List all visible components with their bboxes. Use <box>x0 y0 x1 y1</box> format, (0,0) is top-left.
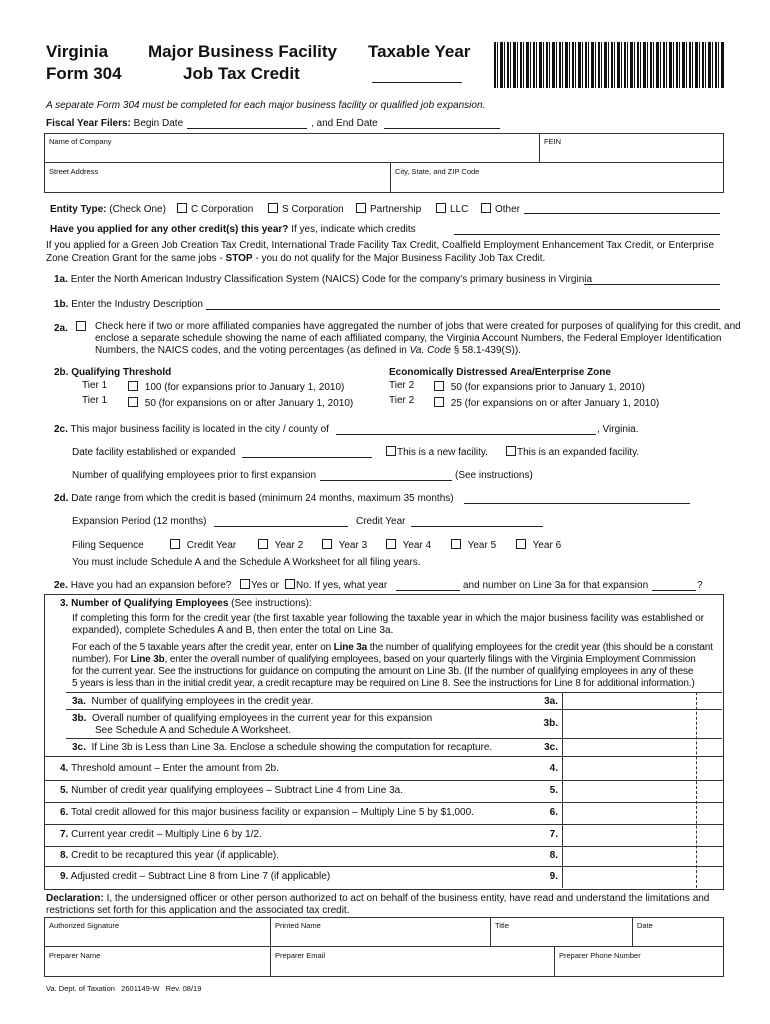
line-text: Number of qualifying employees in the credit year. <box>91 696 314 707</box>
line-9-box-label: 9. <box>549 871 558 882</box>
option-label: Other <box>495 204 521 215</box>
affiliated-checkbox[interactable] <box>76 321 86 331</box>
option-label: 100 (for expansions prior to January 1, 2010) <box>144 382 345 393</box>
line-4 <box>60 763 279 774</box>
line-3b-box-label: 3b. <box>543 718 558 729</box>
line-text: Overall number of qualifying employees in the current year for this expansion <box>92 713 433 724</box>
checkbox-icon[interactable] <box>386 539 396 549</box>
line-number: 7. <box>60 829 69 840</box>
line-3c <box>72 742 492 753</box>
sig-divider-3 <box>632 917 633 946</box>
checkbox-icon[interactable] <box>258 539 268 549</box>
fein-field[interactable]: FEIN <box>544 137 562 146</box>
entity-option-c-corp[interactable] <box>177 203 253 215</box>
checkbox-icon[interactable] <box>516 539 526 549</box>
line-number: 5. <box>60 785 69 796</box>
title-field[interactable]: Title <box>495 921 509 930</box>
line-3c-box-label: 3c. <box>544 742 558 753</box>
credit-year-field[interactable] <box>411 526 543 527</box>
line-5-box-label: 5. <box>549 785 558 796</box>
entity-option-s-corp[interactable] <box>268 203 344 215</box>
expansion-number-field[interactable] <box>652 590 696 591</box>
line-3b <box>72 713 432 724</box>
expansion-period-field[interactable] <box>214 526 348 527</box>
text-part: , enter the overall number of qualifying employees, based on your quarterly filings with the Virginia Employment Commission <box>164 654 696 665</box>
entity-option-partnership[interactable] <box>356 203 421 215</box>
line-4-amount-field[interactable] <box>563 757 721 779</box>
checkbox-icon[interactable] <box>177 203 187 213</box>
date-range-field[interactable] <box>464 503 690 504</box>
taxable-year-label: Taxable Year <box>368 42 471 61</box>
declaration-body: I, the undersigned officer or other person authorized to act on behalf of the business entity, have read and understand the limitations and <box>103 893 710 904</box>
seq-year-6-option[interactable] <box>516 539 561 551</box>
other-credits-note-1: If you applied for a Green Job Creation Tax Credit, International Trade Facility Tax Credit, Coalfield Employment Enhancement Tax Credit, or Enterprise <box>46 240 715 251</box>
line-number: 2b. <box>54 367 69 378</box>
other-credits-field[interactable] <box>454 234 720 235</box>
fiscal-label: Fiscal Year Filers: <box>46 118 131 129</box>
text-part: § 58.1-439(S)). <box>450 345 521 356</box>
option-label: LLC <box>450 204 469 215</box>
sig-divider-4 <box>554 946 555 976</box>
line-3b-amount-field[interactable] <box>563 710 721 737</box>
note-part: - you do not qualify for the Major Business Facility Job Tax Credit. <box>252 253 546 264</box>
line-number: 3b. <box>72 713 87 724</box>
option-label: Year 6 <box>532 540 562 551</box>
begin-date-label: Begin Date <box>133 118 184 129</box>
entity-other-field[interactable] <box>524 213 720 214</box>
threshold-100-option[interactable] <box>128 381 344 393</box>
line-7-box-label: 7. <box>549 829 558 840</box>
line-number: 1b. <box>54 299 69 310</box>
line-2a-number: 2a. <box>54 323 68 334</box>
line-5 <box>60 785 403 796</box>
naics-code-field[interactable] <box>584 284 720 285</box>
check-one-label: (Check One) <box>109 204 166 215</box>
line-text: Have you had an expansion before? <box>70 580 232 591</box>
authorized-signature-field[interactable]: Authorized Signature <box>49 921 120 930</box>
text-part: the number of qualifying employees for the credit year (this should be a constant <box>367 642 713 653</box>
ez-heading: Economically Distressed Area/Enterprise Zone <box>389 367 611 378</box>
declaration-text-1 <box>46 893 709 904</box>
line-2e <box>54 580 231 591</box>
intro-text: A separate Form 304 must be completed for each major business facility or qualified job expansion. <box>46 100 486 111</box>
footer-text: Va. Dept. of Taxation 2601149-W Rev. 08/19 <box>46 984 202 993</box>
line-3-para2-2 <box>72 654 696 665</box>
text-part: Line 3a <box>333 642 368 653</box>
schedule-note: You must include Schedule A and the Schedule A Worksheet for all filing years. <box>72 557 421 568</box>
preparer-email-field[interactable]: Preparer Email <box>275 951 326 960</box>
ez-threshold-50-option[interactable] <box>434 381 645 393</box>
signature-box <box>44 917 724 977</box>
seq-year-2-option[interactable] <box>258 539 303 551</box>
fiscal-year-row <box>46 118 183 129</box>
line-text: Credit to be recaptured this year (if applicable). <box>71 850 280 861</box>
checkbox-icon[interactable] <box>436 203 446 213</box>
option-label: Credit Year <box>186 540 237 551</box>
state-label: Virginia <box>46 42 109 61</box>
note-part: Zone Creation Grant for the same jobs - <box>46 253 226 264</box>
company-box-divider <box>44 162 724 163</box>
checkbox-icon[interactable] <box>285 579 295 589</box>
checkbox-icon[interactable] <box>356 203 366 213</box>
form-title-line2: Job Tax Credit <box>183 64 300 83</box>
entity-option-llc[interactable] <box>436 203 468 215</box>
credit-year-label: Credit Year <box>356 516 406 527</box>
option-label: 50 (for expansions on or after January 1, 2010) <box>144 398 354 409</box>
tier-2-label: Tier 2 <box>389 380 415 391</box>
end-date-field[interactable] <box>384 128 500 129</box>
tier-1-label: Tier 1 <box>82 380 108 391</box>
ez-threshold-25-option[interactable] <box>434 397 659 409</box>
printed-name-field[interactable]: Printed Name <box>275 921 321 930</box>
option-label: S Corporation <box>282 204 344 215</box>
va-code: Va. Code <box>409 345 451 356</box>
end-date-label: , and End Date <box>311 118 378 129</box>
other-credits-q: Have you applied for any other credit(s) this year? <box>50 224 289 235</box>
other-credits-note-2 <box>46 253 545 264</box>
preparer-phone-field[interactable]: Preparer Phone Number <box>559 951 641 960</box>
expansion-yes-option[interactable] <box>240 579 279 591</box>
line-7 <box>60 829 262 840</box>
line-text: Enter the Industry Description <box>71 299 203 310</box>
line-number: 3c. <box>72 742 86 753</box>
expansion-no-option[interactable] <box>285 579 387 591</box>
checkbox-icon[interactable] <box>451 539 461 549</box>
seq-year-3-option[interactable] <box>322 539 367 551</box>
line-3-para2-4: 5 years is less than in the initial credit year, a credit recapture may be required on Line 8. See the instructions for Line 8 for additional information.) <box>72 678 695 689</box>
stop-label: STOP <box>225 253 253 264</box>
line-text: Current year credit – Multiply Line 6 by 1/2. <box>71 829 262 840</box>
line-number: 3a. <box>72 696 86 707</box>
line-8-box-label: 8. <box>549 850 558 861</box>
barcode <box>494 42 724 88</box>
employees-see-instructions: (See instructions) <box>455 470 533 481</box>
line-3a-amount-field[interactable] <box>563 693 721 708</box>
line-text: If Line 3b is Less than Line 3a. Enclose a schedule showing the computation for recapture. <box>91 742 493 753</box>
threshold-50-option[interactable] <box>128 397 353 409</box>
line-9-amount-field[interactable] <box>563 867 721 887</box>
line-text: Threshold amount – Enter the amount from 2b. <box>70 763 279 774</box>
line-3a <box>72 696 313 707</box>
checkbox-icon[interactable] <box>506 446 516 456</box>
seq-year-4-option[interactable] <box>386 539 431 551</box>
city-divider <box>390 162 391 192</box>
line-3b-text-2: See Schedule A and Schedule A Worksheet. <box>95 725 292 736</box>
expansion-year-field[interactable] <box>396 590 460 591</box>
line-2c <box>54 424 329 435</box>
other-credits-tail: If yes, indicate which credits <box>291 224 416 235</box>
line-7-amount-field[interactable] <box>563 825 721 845</box>
entity-option-other[interactable] <box>481 203 520 215</box>
text-part: Line 3b <box>130 654 165 665</box>
date-established-label: Date facility established or expanded <box>72 447 236 458</box>
fein-divider <box>539 133 540 162</box>
virginia-label: , Virginia. <box>597 424 639 435</box>
line-number: 2c. <box>54 424 68 435</box>
option-label: This is a new facility. <box>397 447 488 458</box>
heading-text: Qualifying Threshold <box>71 367 172 378</box>
option-label: C Corporation <box>191 204 254 215</box>
other-credits-question <box>50 224 416 235</box>
entity-type-row <box>50 204 166 215</box>
date-field[interactable]: Date <box>637 921 653 930</box>
option-label: Year 3 <box>338 540 368 551</box>
line-2b-heading <box>54 367 171 378</box>
street-address-field[interactable]: Street Address <box>49 167 99 176</box>
line-text: Adjusted credit – Subtract Line 8 from Line 7 (if applicable) <box>70 871 331 882</box>
line-number: 8. <box>60 850 69 861</box>
preparer-name-field[interactable]: Preparer Name <box>49 951 101 960</box>
seq-year-5-option[interactable] <box>451 539 496 551</box>
option-label: Yes or <box>251 580 279 591</box>
line-text: Enter the North American Industry Classification System (NAICS) Code for the company's primary business in Virginia <box>70 274 593 285</box>
entity-type-label: Entity Type: <box>50 204 107 215</box>
text-part: For each of the 5 taxable years after the credit year, enter on <box>72 642 334 653</box>
seq-credit-year-option[interactable] <box>170 539 236 551</box>
checkbox-icon[interactable] <box>170 539 180 549</box>
line-2e-tail: and number on Line 3a for that expansion <box>463 580 649 591</box>
checkbox-icon[interactable] <box>240 579 250 589</box>
checkbox-icon[interactable] <box>268 203 278 213</box>
form-number: Form 304 <box>46 64 122 83</box>
line-text: Total credit allowed for this major business facility or expansion – Multiply Line 5 by $1,000. <box>70 807 474 818</box>
checkbox-icon[interactable] <box>386 446 396 456</box>
checkbox-icon[interactable] <box>434 381 444 391</box>
begin-date-field[interactable] <box>187 128 307 129</box>
line-6-box-label: 6. <box>549 807 558 818</box>
line-text: Number of credit year qualifying employees – Subtract Line 4 from Line 3a. <box>71 785 403 796</box>
text-part: Numbers, the NAICS codes, and the voting percentages (as defined in <box>95 345 410 356</box>
line-3-heading <box>60 598 312 609</box>
line-3-para1-2: expanded), complete Schedules A and B, then enter the total on Line 3a. <box>72 625 394 636</box>
signature-box-divider <box>44 946 724 947</box>
line-1a <box>54 274 592 285</box>
employees-prior-label: Number of qualifying employees prior to first expansion <box>72 470 317 481</box>
sig-divider-2 <box>490 917 491 946</box>
line-2e-question-mark: ? <box>697 580 703 591</box>
checkbox-icon[interactable] <box>322 539 332 549</box>
option-label: Year 5 <box>467 540 497 551</box>
industry-description-field[interactable] <box>206 309 720 310</box>
line-3a-box-label: 3a. <box>544 696 558 707</box>
line-9 <box>60 871 330 882</box>
line-2d <box>54 493 454 504</box>
company-name-field[interactable]: Name of Company <box>49 137 112 146</box>
expansion-period-label: Expansion Period (12 months) <box>72 516 207 527</box>
line-1b <box>54 299 203 310</box>
option-label: Year 2 <box>274 540 304 551</box>
expanded-facility-option[interactable] <box>506 446 639 458</box>
line-2a-text-2: enclose a separate schedule showing the name of each affiliated company, the Virginia Account Numbers, the Federal Employer Identification <box>95 333 722 344</box>
taxable-year-field[interactable] <box>372 82 462 83</box>
city-county-field[interactable] <box>336 434 596 435</box>
line-number: 2e. <box>54 580 68 591</box>
filing-sequence-label: Filing Sequence <box>72 540 144 551</box>
tier-1-label-2: Tier 1 <box>82 395 108 406</box>
line-3-para1-1: If completing this form for the credit year (the first taxable year following the taxable year in which the major business facility was established or <box>72 613 704 624</box>
line-4-box-label: 4. <box>549 763 558 774</box>
option-label: 50 (for expansions prior to January 1, 2010) <box>450 382 645 393</box>
line-text: Date range from which the credit is based (minimum 24 months, maximum 35 months) <box>71 493 454 504</box>
line-6-amount-field[interactable] <box>563 803 721 823</box>
declaration-label: Declaration: <box>46 893 104 904</box>
new-facility-option[interactable] <box>386 446 488 458</box>
option-label: This is an expanded facility. <box>517 447 640 458</box>
line-number: 4. <box>60 763 69 774</box>
sig-divider-1 <box>270 917 271 976</box>
line-number: 6. <box>60 807 69 818</box>
date-established-field[interactable] <box>242 457 372 458</box>
option-label: Partnership <box>370 204 422 215</box>
option-label: 25 (for expansions on or after January 1, 2010) <box>450 398 660 409</box>
line-3-para2-1 <box>72 642 713 653</box>
line-number: 3. <box>60 598 69 609</box>
heading-text: Number of Qualifying Employees <box>71 598 229 609</box>
line-3-para2-3: for the current year. See the instructions for guidance on computing the amount on Line 3b. (If the number of qualifying employees in any of these <box>72 666 694 677</box>
text-part: number). For <box>72 654 131 665</box>
checkbox-icon[interactable] <box>481 203 491 213</box>
line-2a-text-3 <box>95 345 521 356</box>
checkbox-icon[interactable] <box>128 381 138 391</box>
company-info-box <box>44 133 724 193</box>
city-state-zip-field[interactable]: City, State, and ZIP Code <box>395 167 480 176</box>
checkbox-icon[interactable] <box>128 397 138 407</box>
line-8-amount-field[interactable] <box>563 847 721 865</box>
line-number: 1a. <box>54 274 68 285</box>
option-label: No. If yes, what year <box>296 580 388 591</box>
line-text: This major business facility is located in the city / county of <box>70 424 329 435</box>
form-title-line1: Major Business Facility <box>148 42 337 61</box>
line-number: 2d. <box>54 493 69 504</box>
line-8 <box>60 850 279 861</box>
line-2a-text-1: Check here if two or more affiliated companies have aggregated the number of jobs that were created for purposes of qualifying for this credit, and <box>95 321 741 332</box>
declaration-text-2: restrictions set forth for this application and the associated tax credit. <box>46 905 350 916</box>
line-number: 9. <box>60 871 69 882</box>
see-text: (See instructions): <box>231 598 312 609</box>
line-5-amount-field[interactable] <box>563 781 721 801</box>
option-label: Year 4 <box>402 540 432 551</box>
line-6 <box>60 807 474 818</box>
line-3c-amount-field[interactable] <box>563 739 721 755</box>
checkbox-icon[interactable] <box>434 397 444 407</box>
employees-prior-field[interactable] <box>320 480 452 481</box>
tier-2-label-2: Tier 2 <box>389 395 415 406</box>
